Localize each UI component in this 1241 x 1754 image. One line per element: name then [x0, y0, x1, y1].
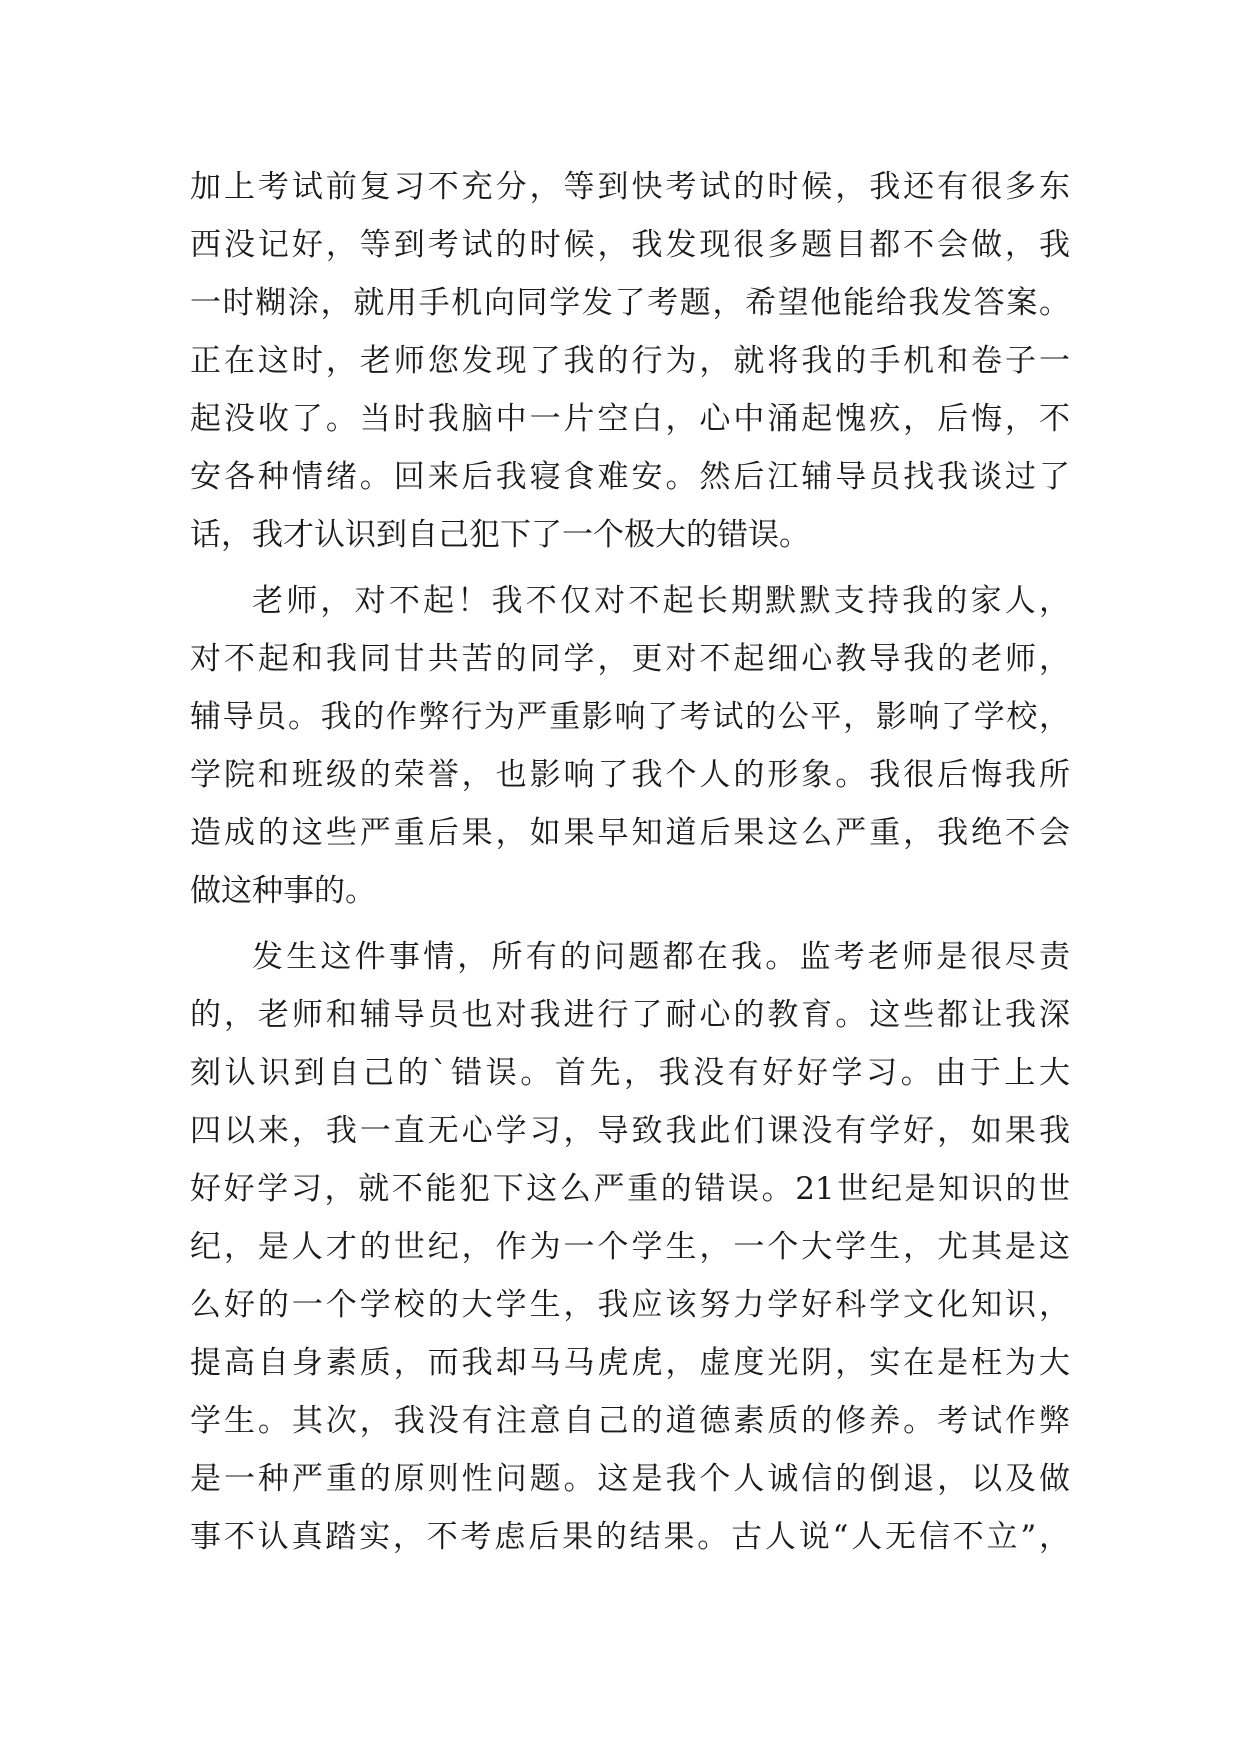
paragraph-3-line-7: 么好的一个学校的大学生，我应该努力学好科学文化知识， — [190, 1287, 1070, 1323]
paragraph-3-line-1: 发生这件事情，所有的问题都在我。监考老师是很尽责 — [252, 939, 1070, 975]
paragraph-2-line-5: 造成的这些严重后果，如果早知道后果这么严重，我绝不会 — [190, 815, 1070, 851]
paragraph-2-line-6: 做这种事的。 — [190, 873, 376, 909]
paragraph-3-line-10: 是一种严重的原则性问题。这是我个人诚信的倒退，以及做 — [190, 1461, 1070, 1497]
paragraph-1-line-2: 西没记好，等到考试的时候，我发现很多题目都不会做，我 — [190, 227, 1070, 263]
paragraph-3-line-4: 四以来，我一直无心学习，导致我此们课没有学好，如果我 — [190, 1113, 1070, 1149]
paragraph-3-line-8: 提高自身素质，而我却马马虎虎，虚度光阴，实在是枉为大 — [190, 1345, 1070, 1381]
paragraph-1-line-1: 加上考试前复习不充分，等到快考试的时候，我还有很多东 — [190, 169, 1070, 205]
paragraph-2-line-1: 老师，对不起！我不仅对不起长期默默支持我的家人， — [252, 583, 1070, 619]
paragraph-1-line-7: 话，我才认识到自己犯下了一个极大的错误。 — [190, 517, 810, 553]
paragraph-3-line-9: 学生。其次，我没有注意自己的道德素质的修养。考试作弊 — [190, 1403, 1070, 1439]
paragraph-spacer — [190, 920, 1070, 928]
paragraph-3-line-5: 好好学习，就不能犯下这么严重的错误。21世纪是知识的世 — [190, 1171, 1070, 1207]
paragraph-3-line-11: 事不认真踏实，不考虑后果的结果。古人说“人无信不立”， — [190, 1519, 1070, 1555]
paragraph-3-line-6: 纪，是人才的世纪，作为一个学生，一个大学生，尤其是这 — [190, 1229, 1070, 1265]
paragraph-1-line-3: 一时糊涂，就用手机向同学发了考题，希望他能给我发答案。 — [190, 285, 1070, 321]
paragraph-1-line-5: 起没收了。当时我脑中一片空白，心中涌起愧疚，后悔，不 — [190, 401, 1070, 437]
paragraph-2-line-3: 辅导员。我的作弊行为严重影响了考试的公平，影响了学校， — [190, 699, 1070, 735]
paragraph-3-line-2: 的，老师和辅导员也对我进行了耐心的教育。这些都让我深 — [190, 997, 1070, 1033]
paragraph-3-line-3: 刻认识到自己的`错误。首先，我没有好好学习。由于上大 — [190, 1055, 1070, 1091]
document-body — [190, 158, 1070, 1566]
paragraph-2-line-2: 对不起和我同甘共苦的同学，更对不起细心教导我的老师， — [190, 641, 1070, 677]
paragraph-2-line-4: 学院和班级的荣誉，也影响了我个人的形象。我很后悔我所 — [190, 757, 1070, 793]
paragraph-1-line-6: 安各种情绪。回来后我寝食难安。然后江辅导员找我谈过了 — [190, 459, 1070, 495]
paragraph-spacer — [190, 564, 1070, 572]
paragraph-1-line-4: 正在这时，老师您发现了我的行为，就将我的手机和卷子一 — [190, 343, 1070, 379]
